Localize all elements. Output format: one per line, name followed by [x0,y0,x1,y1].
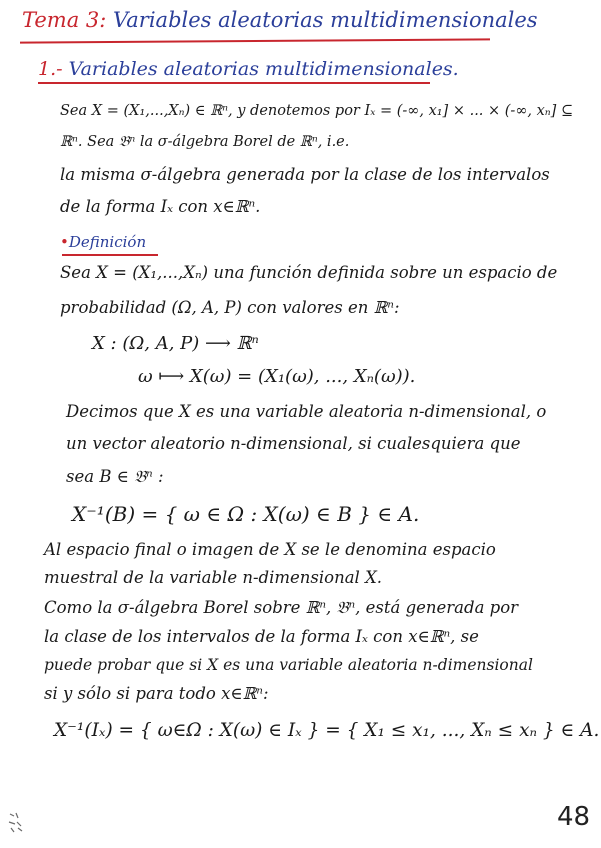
intro-line-3: de la forma Iₓ con x∈ℝⁿ. [60,197,261,216]
intro-line-1: Sea X = (X₁,...,Xₙ) ∈ ℝⁿ, y denotemos por Iₓ = (-∞, x₁] × ... × (-∞, xₙ] ⊆ ℝⁿ. Sea 𝔅ⁿ la σ-álgebra Borel de ℝⁿ, i.e. [60,103,574,150]
body-line-5: muestral de la variable n-dimensional X. [44,568,383,587]
body-line-2: un vector aleatorio n-dimensional, si cualesquiera que [66,434,521,453]
formula-preimage: X⁻¹(B) = { ω ∈ Ω : X(ω) ∈ B } ∈ A. [72,502,420,526]
section-underline [38,82,430,84]
definition-line-1: Sea X = (X₁,...,Xₙ) una función definida sobre un espacio de [60,263,558,282]
section-heading [38,58,459,80]
body-line-1: Decimos que X es una variable aleatoria n-dimensional, o [66,402,547,421]
body-line-6: Como la σ-álgebra Borel sobre ℝⁿ, 𝔅ⁿ, está generada por [44,598,519,617]
definition-label [60,233,146,251]
title-text: Variables aleatorias multidimensionales [113,8,538,32]
title-underline [20,38,490,43]
body-line-4: Al espacio final o imagen de X se le denomina espacio [44,540,496,559]
section-number: 1.- [38,58,63,80]
map-line-2: ω ⟼ X(ω) = (X₁(ω), ..., Xₙ(ω)). [138,366,416,387]
bullet-icon: • [60,233,69,251]
definition-line-2: probabilidad (Ω, A, P) con valores en ℝⁿ: [60,298,400,317]
page-title [22,8,538,32]
formula-interval-preimage: X⁻¹(Iₓ) = { ω∈Ω : X(ω) ∈ Iₓ } = { X₁ ≤ x₁, ..., Xₙ ≤ xₙ } ∈ A. [54,720,600,741]
title-prefix: Tema 3: [22,8,107,32]
map-line-1: X : (Ω, A, P) ⟶ ℝⁿ [92,333,259,354]
body-line-8: puede probar que si X es una variable aleatoria n-dimensional [44,656,533,674]
definition-text: Definición [68,233,147,251]
intro-line-2: la misma σ-álgebra generada por la clase de los intervalos [60,165,550,184]
body-line-7: la clase de los intervalos de la forma Iₓ con x∈ℝⁿ, se [44,627,479,646]
page-number: 48 [557,802,591,832]
scribble-mark-icon [6,810,26,834]
definition-underline [62,254,158,256]
body-line-9: si y sólo si para todo x∈ℝⁿ: [44,684,269,703]
body-line-3: sea B ∈ 𝔅ⁿ : [66,467,164,486]
section-text: Variables aleatorias multidimensionales. [68,58,459,80]
